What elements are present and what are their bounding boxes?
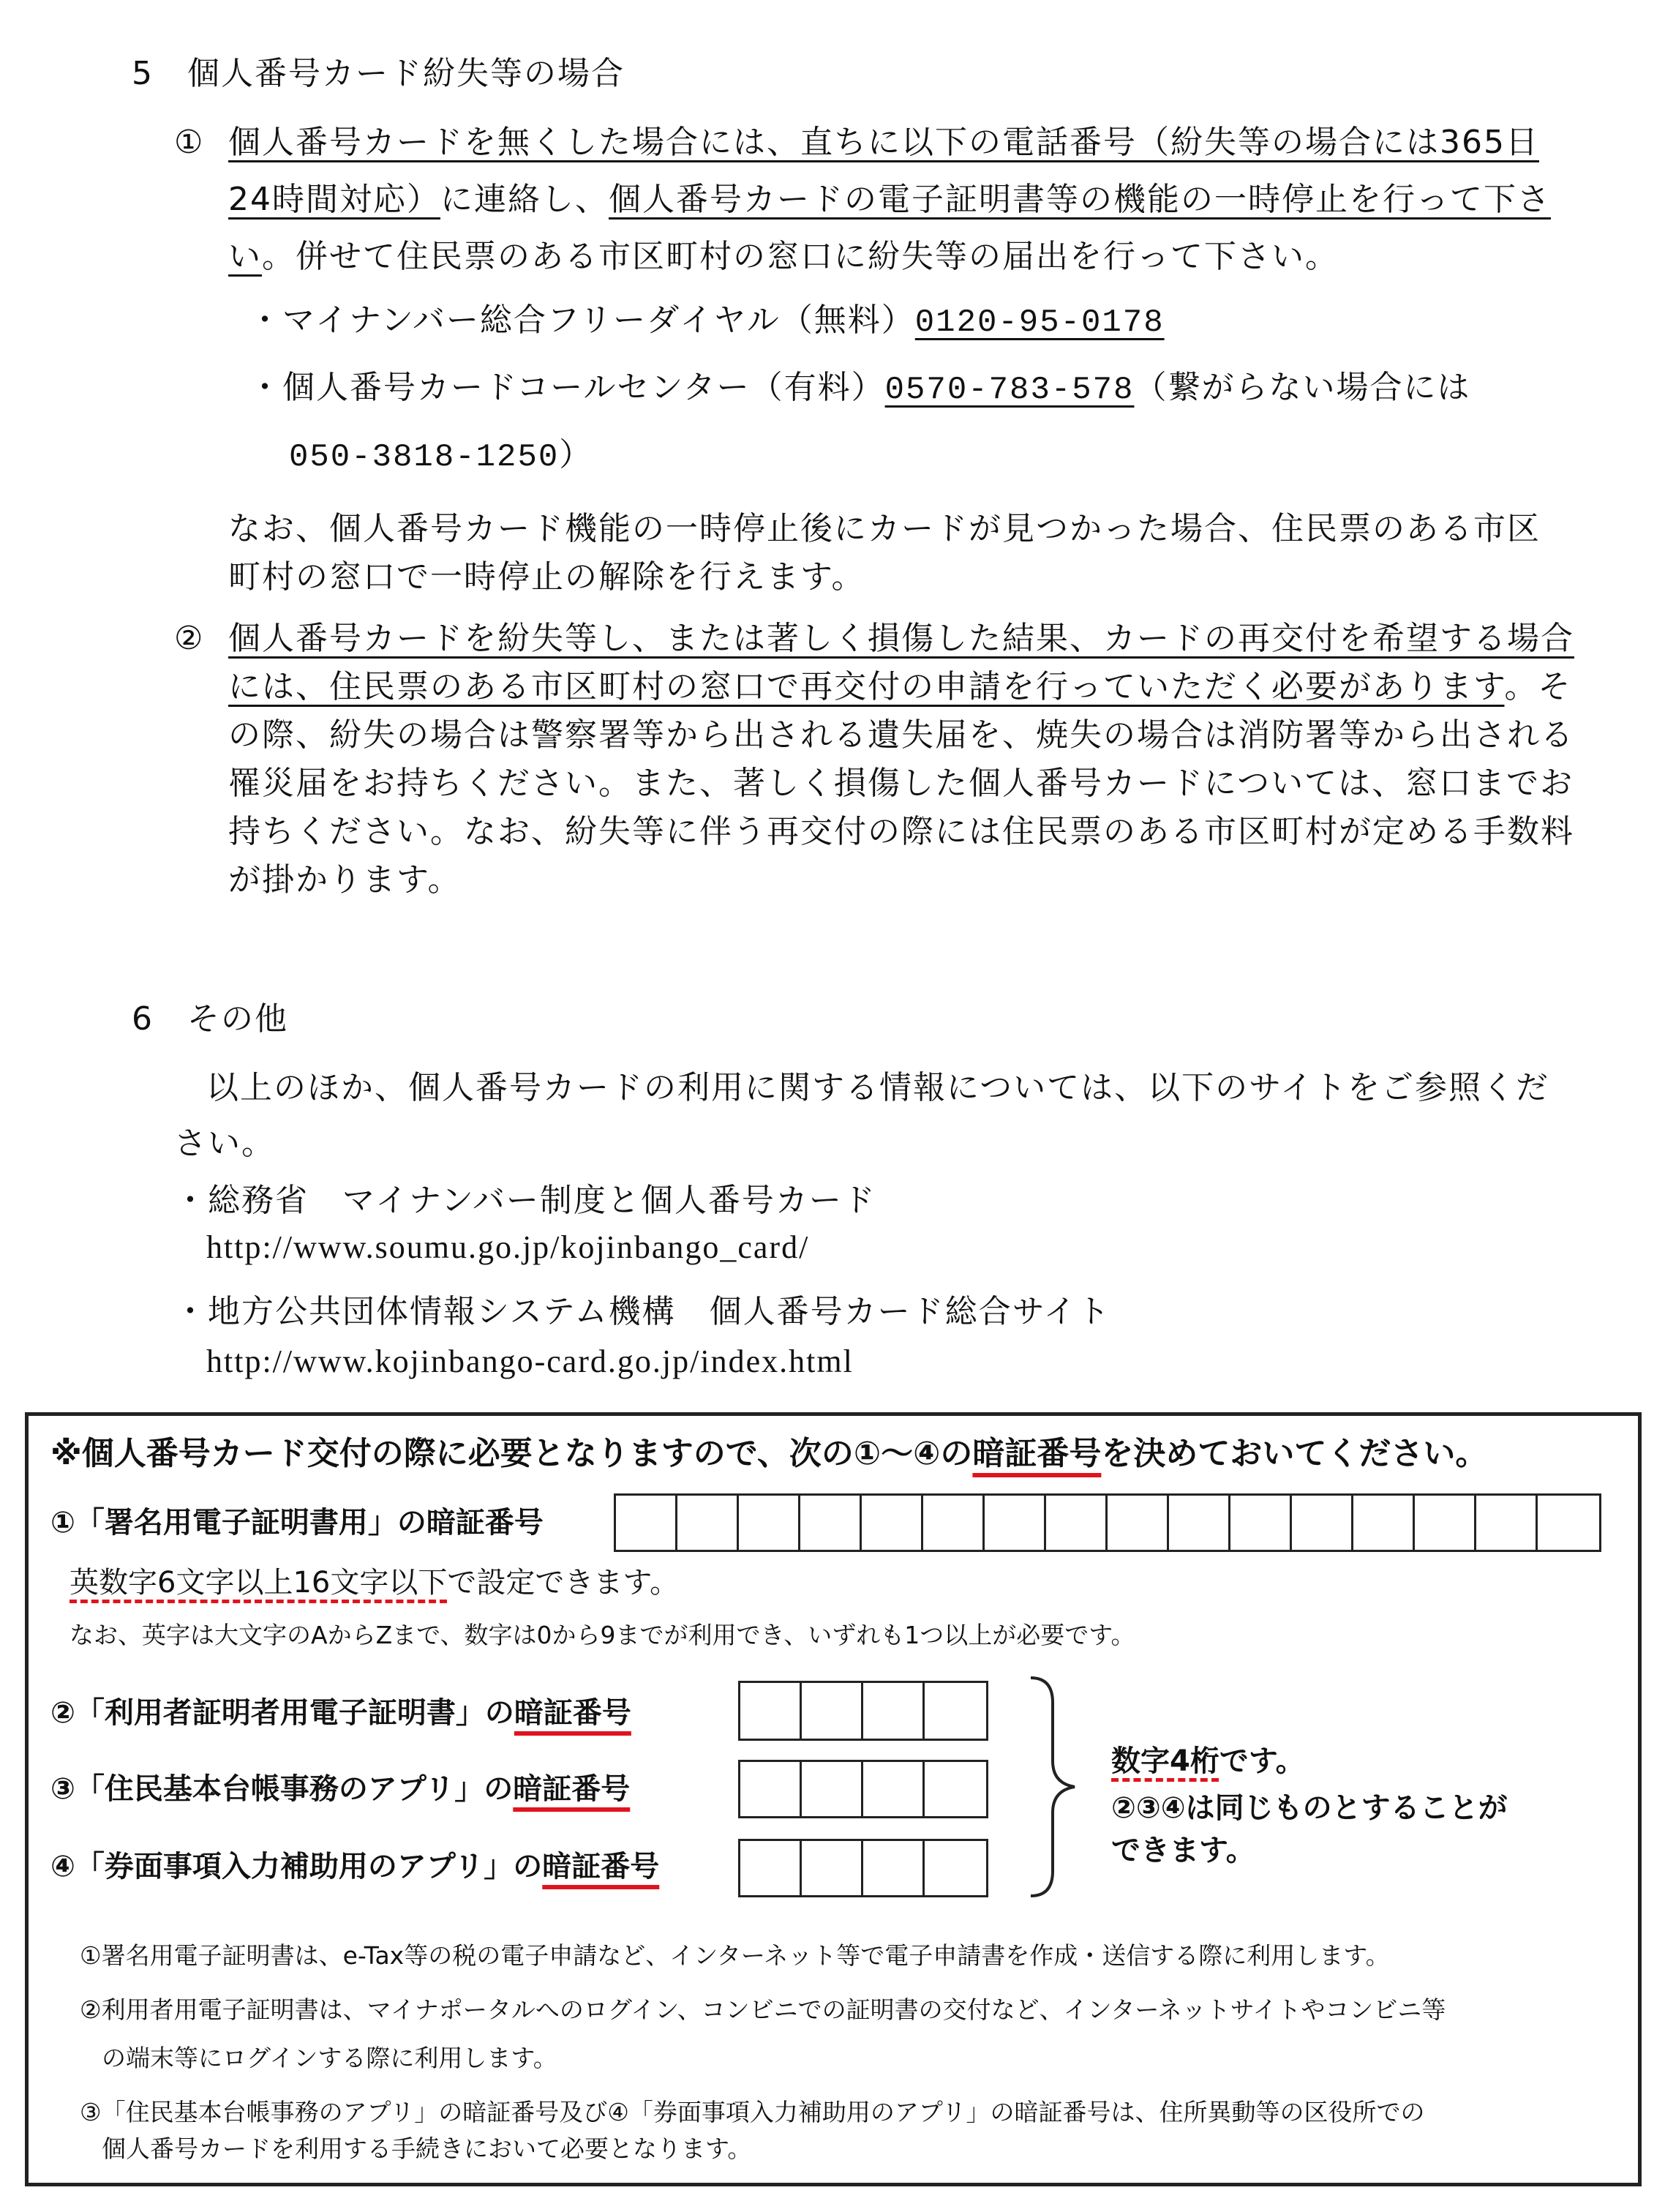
item1-note-line2: 町村の窓口で一時停止の解除を行えます。 bbox=[228, 558, 865, 596]
pin-digit-cell[interactable] bbox=[925, 1683, 986, 1739]
section6-heading: 6 その他 bbox=[132, 1000, 288, 1038]
pin-digit-cell[interactable] bbox=[985, 1496, 1046, 1550]
pin1-note-rule: 英数字6文字以上16文字以下 bbox=[69, 1566, 448, 1600]
footnote-2-line2: の端末等にログインする際に利用します。 bbox=[102, 2044, 557, 2072]
pin-digit-cell[interactable] bbox=[677, 1496, 739, 1550]
footnote-2-line1: ②利用者用電子証明書は、マイナポータルへのログイン、コンビニでの証明書の交付など、インターネットサイトやコンビニ等 bbox=[80, 1995, 1446, 2024]
pin3-label-text: ③「住民基本台帳事務のアプリ」の bbox=[50, 1772, 514, 1806]
item1-line2-c: 個人番号カードの電子証明書等の機能の一時停止を行って下さ bbox=[609, 181, 1551, 218]
site1-label: ・総務省 マイナンバー制度と個人番号カード bbox=[174, 1182, 876, 1219]
callcenter-tail: （繋がらない場合には bbox=[1134, 369, 1471, 406]
pin-box-title-a: ※個人番号カード交付の際に必要となりますので、次の①～④の bbox=[50, 1435, 973, 1472]
pin4-label bbox=[50, 1846, 659, 1887]
pin-digit-cell[interactable] bbox=[863, 1762, 925, 1816]
pin-digit-cell[interactable] bbox=[740, 1841, 802, 1895]
pin2-label-text: ②「利用者証明者用電子証明書」の bbox=[50, 1696, 514, 1730]
section5-heading: 5 個人番号カード紛失等の場合 bbox=[132, 55, 625, 92]
pin4-entry-cells[interactable] bbox=[738, 1839, 988, 1897]
pin-digit-cell[interactable] bbox=[863, 1841, 925, 1895]
pin-digit-cell[interactable] bbox=[1476, 1496, 1538, 1550]
pin3-entry-cells[interactable] bbox=[738, 1760, 988, 1818]
section6-para-line1: 以上のほか、個人番号カードの利用に関する情報については、以下のサイトをご参照くだ bbox=[206, 1069, 1550, 1106]
pin-digit-cell[interactable] bbox=[1353, 1496, 1415, 1550]
item2-line2 bbox=[228, 663, 1571, 711]
callcenter-alt-number: 050-3818-1250） bbox=[289, 439, 593, 476]
pin-digit-cell[interactable] bbox=[1230, 1496, 1292, 1550]
item1-line2 bbox=[228, 176, 1551, 224]
item1-line3-a: い bbox=[228, 238, 262, 275]
footnote-1: ①署名用電子証明書は、e-Tax等の税の電子申請など、インターネット等で電子申請書を作成・送信する際に利用します。 bbox=[80, 1941, 1390, 1970]
pin-digit-cell[interactable] bbox=[802, 1683, 863, 1739]
pin1-note-tail: で設定できます。 bbox=[447, 1566, 680, 1600]
pin4-label-highlight: 暗証番号 bbox=[542, 1850, 660, 1883]
item2-line2-b: 。そ bbox=[1504, 668, 1572, 705]
pin2-label bbox=[50, 1692, 631, 1733]
pin1-note bbox=[69, 1562, 679, 1603]
pin-instructions-box bbox=[25, 1412, 1642, 2186]
pin-box-title-c: を決めておいてください。 bbox=[1101, 1435, 1488, 1472]
pin-digit-cell[interactable] bbox=[1108, 1496, 1169, 1550]
pin-digit-cell[interactable] bbox=[740, 1762, 802, 1816]
pin1-entry-cells[interactable] bbox=[614, 1493, 1601, 1552]
callcenter-number: 0570-783-578 bbox=[884, 372, 1135, 408]
item2-line4: 罹災届をお持ちください。また、著しく損傷した個人番号カードについては、窓口までお bbox=[228, 765, 1574, 802]
item1-line3-b: 。併せて住民票のある市区町村の窓口に紛失等の届出を行って下さい。 bbox=[262, 238, 1339, 275]
callcenter-item bbox=[249, 364, 1470, 414]
item1-line3 bbox=[228, 233, 1339, 281]
pin-box-title bbox=[50, 1431, 1487, 1477]
freedial-label: ・マイナンバー総合フリーダイヤル（無料） bbox=[249, 301, 915, 339]
item1-line1: 個人番号カードを無くした場合には、直ちに以下の電話番号（紛失等の場合には365日 bbox=[228, 124, 1539, 161]
pin-digit-cell[interactable] bbox=[616, 1496, 677, 1550]
pin-side-note-tail: です。 bbox=[1219, 1744, 1305, 1778]
pin-side-note-line2: ②③④は同じものとすることが bbox=[1111, 1791, 1508, 1825]
item2-line5: 持ちください。なお、紛失等に伴う再交付の際には住民票のある市区町村が定める手数料 bbox=[228, 813, 1574, 850]
pin2-label-highlight: 暗証番号 bbox=[514, 1696, 631, 1730]
pin-side-note-digits: 数字4桁 bbox=[1111, 1744, 1219, 1778]
item2-line3: の際、紛失の場合は警察署等から出される遺失届を、焼失の場合は消防署等から出される bbox=[228, 716, 1574, 754]
item2-marker: ② bbox=[174, 620, 205, 657]
pin-digit-cell[interactable] bbox=[1538, 1496, 1599, 1550]
pin-box-title-highlight: 暗証番号 bbox=[972, 1435, 1102, 1472]
item1-note-line1: なお、個人番号カード機能の一時停止後にカードが見つかった場合、住民票のある市区 bbox=[228, 510, 1541, 547]
site2-url[interactable]: http://www.kojinbango-card.go.jp/index.html bbox=[206, 1343, 854, 1379]
pin-digit-cell[interactable] bbox=[925, 1762, 986, 1816]
pin1-label: ①「署名用電子証明書用」の暗証番号 bbox=[50, 1506, 544, 1540]
pin-digit-cell[interactable] bbox=[800, 1496, 862, 1550]
pin4-label-text: ④「券面事項入力補助用のアプリ」の bbox=[50, 1850, 543, 1883]
item1-marker: ① bbox=[174, 124, 205, 161]
pin-digit-cell[interactable] bbox=[802, 1762, 863, 1816]
footnote-3-line2: 個人番号カードを利用する手続きにおいて必要となります。 bbox=[102, 2134, 752, 2163]
pin-digit-cell[interactable] bbox=[739, 1496, 800, 1550]
pin1-note2: なお、英字は大文字のAからZまで、数字は0から9までが利用でき、いずれも1つ以上が必要です。 bbox=[69, 1621, 1135, 1649]
pin-digit-cell[interactable] bbox=[740, 1683, 802, 1739]
pin-digit-cell[interactable] bbox=[1046, 1496, 1108, 1550]
pin-digit-cell[interactable] bbox=[802, 1841, 863, 1895]
item2-line1: 個人番号カードを紛失等し、または著しく損傷した結果、カードの再交付を希望する場合 bbox=[228, 620, 1574, 657]
item2-line6: が掛かります。 bbox=[228, 861, 462, 899]
pin2-entry-cells[interactable] bbox=[738, 1681, 988, 1741]
pin-digit-cell[interactable] bbox=[863, 1683, 925, 1739]
item2-line2-a: には、住民票のある市区町村の窓口で再交付の申請を行っていただく必要があります bbox=[228, 668, 1505, 705]
item1-line2-a: 24時間対応） bbox=[228, 181, 440, 218]
pin-digit-cell[interactable] bbox=[925, 1841, 986, 1895]
pin3-label-highlight: 暗証番号 bbox=[513, 1772, 631, 1806]
freedial-number: 0120-95-0178 bbox=[914, 304, 1165, 341]
site2-label: ・地方公共団体情報システム機構 個人番号カード総合サイト bbox=[174, 1293, 1111, 1330]
pin-digit-cell[interactable] bbox=[1169, 1496, 1230, 1550]
site1-url[interactable]: http://www.soumu.go.jp/kojinbango_card/ bbox=[206, 1229, 810, 1265]
callcenter-label: ・個人番号カードコールセンター（有料） bbox=[249, 369, 885, 406]
right-brace-icon bbox=[1023, 1673, 1089, 1900]
pin-side-note-line3: できます。 bbox=[1111, 1834, 1255, 1867]
pin-digit-cell[interactable] bbox=[923, 1496, 985, 1550]
item1-line2-b: に連絡し、 bbox=[440, 181, 609, 218]
pin-side-note-line1 bbox=[1111, 1741, 1305, 1782]
pin-digit-cell[interactable] bbox=[1292, 1496, 1353, 1550]
pin3-label bbox=[50, 1769, 630, 1810]
footnote-3-line1: ③「住民基本台帳事務のアプリ」の暗証番号及び④「券面事項入力補助用のアプリ」の暗証番号は、住所異動等の区役所での bbox=[80, 2098, 1425, 2126]
freedial-item bbox=[249, 296, 1165, 347]
pin-digit-cell[interactable] bbox=[1415, 1496, 1476, 1550]
pin-digit-cell[interactable] bbox=[862, 1496, 923, 1550]
section6-para-line2: さい。 bbox=[174, 1125, 275, 1162]
